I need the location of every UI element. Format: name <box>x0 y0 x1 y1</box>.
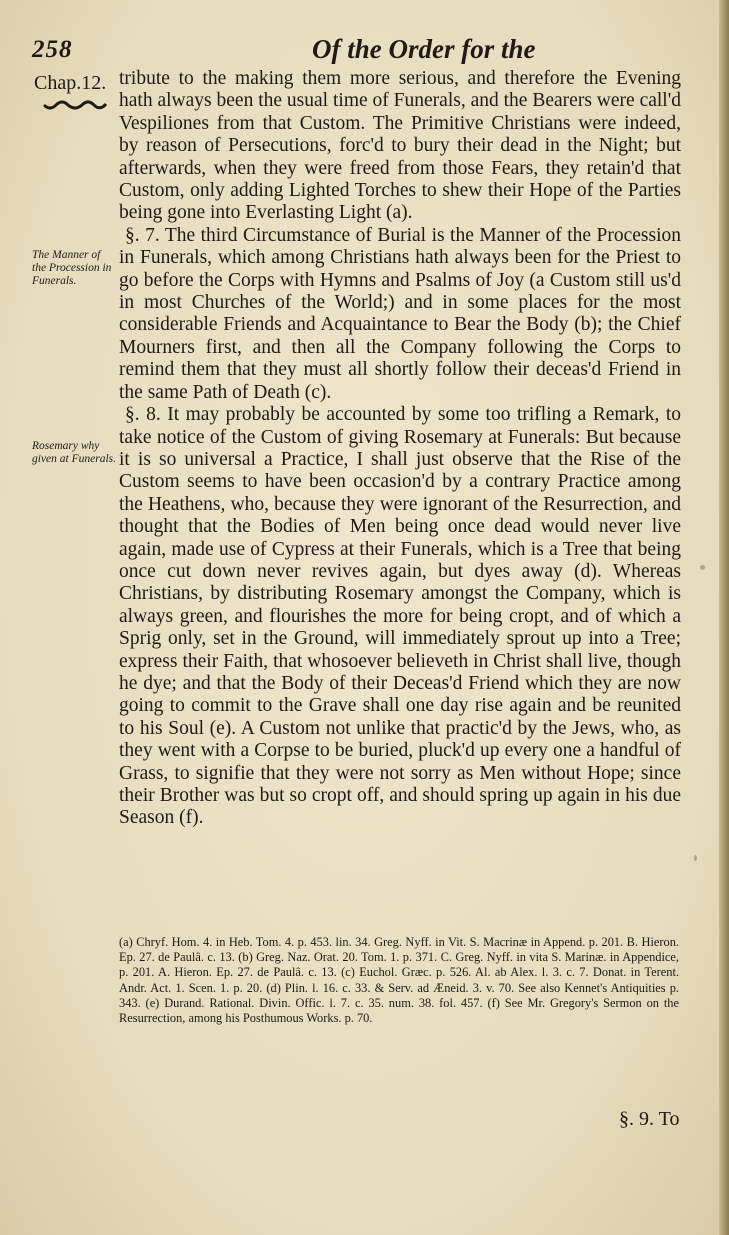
paragraph: §. 8. It may probably be accounted by some too trifling a Remark, to take notice of the Custom of giving Rosemary at Funerals: But because it is so universal a Practice, I shall just observe that the Rise of the Custom seems to have been occasion'd by a contrary Practice among the Heathens, who, because they were ignorant of the Resurrection, and thought that the Bodies of Men being once dead would never live again, made use of Cypress at their Funerals, which is a Tree that being once cut down never revives again, but dyes away (d). Whereas Christians, by distributing Rosemary amongst the Company, which is always green, and flourishes the more for being cropt, and of which a Sprig only, set in the Ground, will immediately sprout up into a Tree; express their Faith, that whosoever believeth in Christ shall live, though he dye; and that the Body of their Deceas'd Friend which they are now going to commit to the Grave shall one day rise again and be reunited to his Soul (e). A Custom not unlike that practic'd by the Jews, who, as they went with a Corpse to be buried, pluck'd up every one a handful of Grass, to signifie that they were not sorry as Men without Hope; since their Brother was but so cropt off, and should spring up again in his due Season (f). <box>119 404 681 829</box>
running-title: Of the Order for the <box>312 34 536 64</box>
footnotes: (a) Chryf. Hom. 4. in Heb. Tom. 4. p. 453. lin. 34. Greg. Nyff. in Vit. S. Macrinæ in Append. p. 201. B. Hieron. Ep. 27. de Paulâ. c. 13. (b) Greg. Naz. Orat. 20. Tom. 1. p. 371. C. Greg. Nyff. in vita S. Marinæ. in Appendice, p. 201. A. Hieron. Ep. 27. de Paulâ. c. 13. (c) Euchol. Græc. p. 526. Al. ab Alex. l. 3. c. 7. Donat. in Terent. Andr. Act. 1. Scen. 1. p. 20. (d) Plin. l. 16. c. 33. & Serv. ad Æneid. 3. v. 70. See also Kennet's Antiquities p. 343. (e) Durand. Rational. Divin. Offic. l. 7. c. 35. num. 38. fol. 457. (f) See Mr. Gregory's Sermon on the Resurrection, among his Posthumous Works. p. 70. <box>119 935 679 1026</box>
chapter-label: Chap.12. <box>34 72 107 94</box>
paragraph: §. 7. The third Circumstance of Burial is the Manner of the Procession in Funerals, which among Christians hath always been for the Priest to go before the Corps with Hymns and Psalms of Joy (a Custom still us'd in most Churches of the World;) and in some places for the most considerable Friends and Acquaintance to Bear the Body (b); the Chief Mourners first, and then all the Company following the Corps to remind them that they must all shortly follow their deceas'd Friend in the same Path of Death (c). <box>119 224 681 403</box>
paragraph: tribute to the making them more serious, and therefore the Evening hath always been the usual time of Funerals, and the Bearers were call'd Vespiliones from that Custom. The Primitive Christians were indeed, by reason of Persecutions, forc'd to bury their dead in the Night; but afterwards, when they were freed from those Fears, they retain'd that Custom, only adding Lighted Torches to shew their Hope of the Parties being gone into Everlasting Light (a). <box>119 68 681 224</box>
paper-spot <box>700 565 705 570</box>
paper-spot <box>640 440 644 444</box>
main-text <box>119 68 681 830</box>
sidenote-rosemary: Rosemary why given at Funerals. <box>32 440 116 465</box>
sidenote-procession: The Manner of the Procession in Funerals. <box>32 249 112 287</box>
paper-spot <box>694 855 697 861</box>
catchword: §. 9. To <box>619 1108 680 1130</box>
page-edge <box>719 0 729 1235</box>
page-number: 258 <box>32 36 73 63</box>
ornament-icon <box>42 99 108 113</box>
